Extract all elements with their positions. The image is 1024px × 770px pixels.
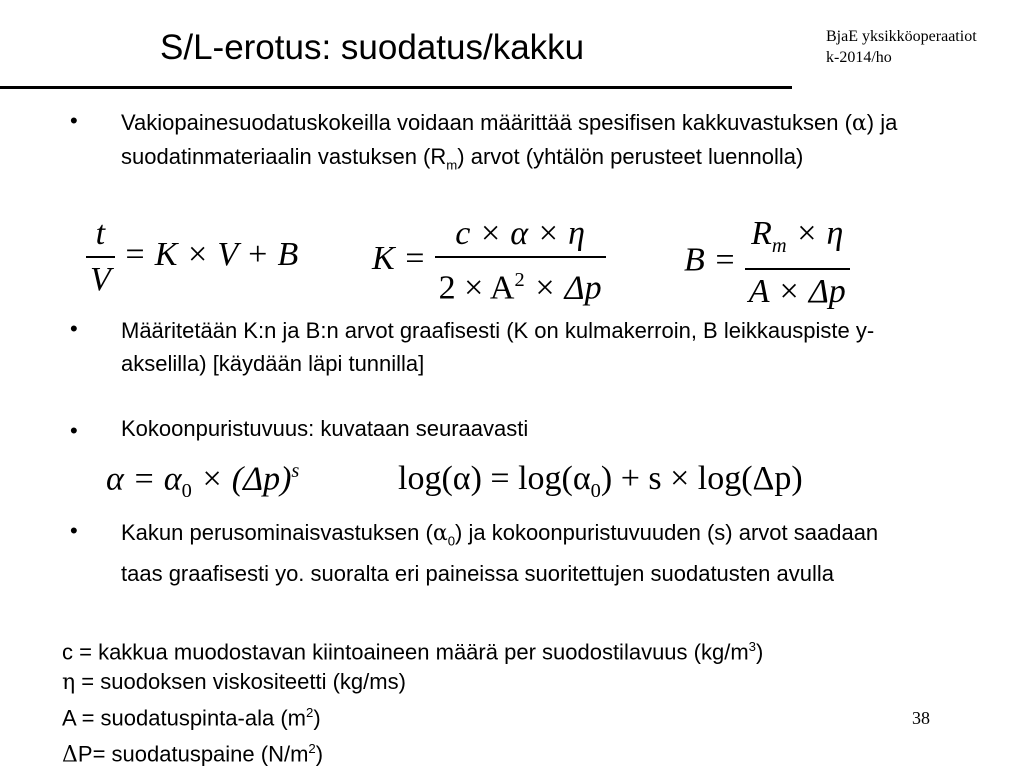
b1-sub-m: m <box>446 157 458 173</box>
def-c-sup: 3 <box>748 639 756 654</box>
b4-part2: ) ja kokoonpuristuvuuden (s) arvot saadaan taas graafisesti yo. suoralta eri paineissa suoritettujen suodatusten avulla <box>121 520 879 587</box>
page-number: 38 <box>912 708 930 728</box>
course-label <box>826 26 977 68</box>
course-label-line1: BjaE yksikköoperaatiot <box>826 28 977 45</box>
bullet-2-text: Määritetään K:n ja B:n arvot graafisesti (K on kulmakerroin, B leikkauspiste y-akselilla) [käydään läpi tunnilla] <box>121 318 875 376</box>
def-dP-pre: P= suodatuspaine (N/m <box>77 740 309 766</box>
b4-part1: Kakun perusominaisvastuksen ( <box>121 520 433 545</box>
alpha-symbol: α <box>432 521 448 546</box>
definition-c <box>62 632 763 667</box>
course-label-line2: k-2014/ho <box>826 49 892 66</box>
equation-3 <box>684 212 850 314</box>
eq4-sub: 0 <box>181 480 192 503</box>
eq3-num-r: R <box>751 215 772 252</box>
equation-4 <box>106 460 299 503</box>
eq4-sup: s <box>291 460 300 482</box>
eq3-numerator <box>745 212 850 270</box>
eq2-lhs: K = <box>372 239 427 277</box>
def-dP-sup: 2 <box>308 740 316 756</box>
b1-part2: ) ja suodatinmateriaalin vastuksen (R <box>121 110 898 169</box>
eq3-lhs: B = <box>684 241 737 279</box>
eq3-num-sub: m <box>771 234 787 257</box>
eq2-den-a: 2 × A <box>438 269 515 307</box>
bullet-marker: • <box>70 108 78 133</box>
slide-title: S/L-erotus: suodatus/kakku <box>160 28 585 67</box>
def-c-post: ) <box>756 639 764 665</box>
def-c-pre: c = kakkua muodostavan kiintoaineen määrä per suodostilavuus (kg/m <box>62 639 749 665</box>
definition-dP <box>62 734 763 770</box>
b4-sub0: 0 <box>447 533 456 549</box>
eq1-denominator: V <box>90 261 111 298</box>
def-A-pre: A = suodatuspinta-ala (m <box>62 705 306 731</box>
eta-symbol: η <box>62 670 76 696</box>
eq4-a: α = α <box>106 460 182 498</box>
bullet-marker: • <box>70 518 78 543</box>
title-underline <box>0 86 792 89</box>
def-dP-post: ) <box>315 740 324 766</box>
eq5-a: log(α) = log(α <box>398 460 591 497</box>
bullet-1-text <box>121 106 921 181</box>
bullet-marker: • <box>70 418 78 443</box>
delta-symbol: Δ <box>62 741 78 767</box>
alpha-symbol: α <box>851 111 867 136</box>
eq2-numerator: c × α × η <box>435 212 606 258</box>
def-eta-text: = suodoksen viskositeetti (kg/ms) <box>75 669 406 695</box>
eq2-denominator <box>435 258 606 310</box>
eq5-b: ) + s × log(Δp) <box>600 460 803 497</box>
bullet-3-text: Kokoonpuristuvuus: kuvataan seuraavasti <box>121 416 529 441</box>
eq2-den-b: × Δp <box>524 269 602 307</box>
def-A-sup: 2 <box>305 705 314 721</box>
equation-2 <box>372 212 606 310</box>
eq1-numerator: t <box>86 212 115 258</box>
eq5-sub: 0 <box>590 479 601 502</box>
equation-5 <box>398 460 803 503</box>
bullet-marker: • <box>70 316 78 341</box>
eq1-rhs: = K × V + B <box>123 235 299 273</box>
eq3-num-rest: × η <box>786 215 844 252</box>
def-A-post: ) <box>313 705 321 731</box>
equation-1 <box>86 212 298 302</box>
eq4-b: × (Δp) <box>191 460 292 498</box>
b1-part1: Vakiopainesuodatuskokeilla voidaan määrittää spesifisen kakkuvastuksen ( <box>121 110 852 135</box>
definition-A <box>62 698 763 733</box>
b1-part3: ) arvot (yhtälön perusteet luennolla) <box>457 144 804 169</box>
definitions-list <box>62 632 763 770</box>
eq2-den-exp: 2 <box>514 269 525 291</box>
eq3-denominator: A × Δp <box>748 272 846 310</box>
definition-eta <box>62 667 763 698</box>
bullet-4-text <box>121 516 921 590</box>
